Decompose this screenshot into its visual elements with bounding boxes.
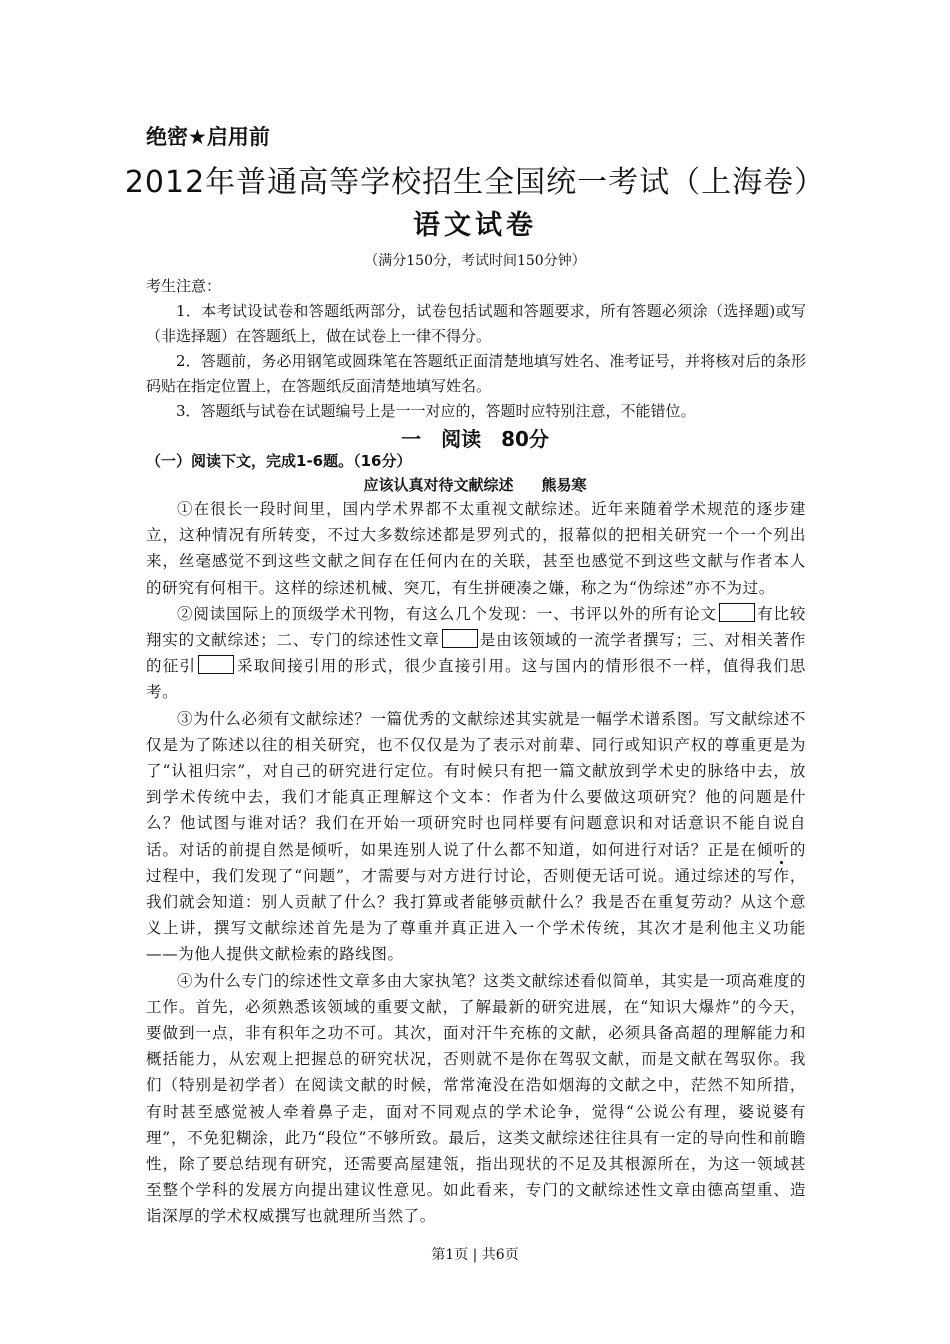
paragraph-3 (146, 706, 806, 968)
score-time-note: （满分150分，考试时间150分钟） (364, 253, 586, 269)
article-title (0, 474, 950, 495)
answer-blank-2 (442, 629, 478, 648)
article-body (146, 496, 806, 1230)
paragraph-3-part: ③为什么必须有文献综述？一篇优秀的文献综述其实就是一幅学术谱系图。写文献综述不仅是为了陈述以往的相关研究，也不仅仅是为了表示对前辈、同行或知识产权的尊重更是为了“认祖归宗”，对自己的研究进行定位。有时候只有把一篇文献放到学术史的脉络中去，放到学术传统中去，我们才能真正理解这个文本：作者为什么要做这项研究？他的问题是什么？他试图与谁对话？我们在开始一项研究时也同样要有问题意识和对话意识不能自说自话。对话的前提自然是倾听，如果连别人说了什么都不知道，如何进行对话？正是在倾 (146, 709, 806, 859)
answer-blank-1 (719, 603, 755, 622)
article-title-text: 应该认真对待文献综述 (363, 476, 514, 494)
paragraph-3-part: 的过程中，我们发现了“问题”，才需要与对方进行讨论，否则便无话可说。通过综述的写作，我们就会知道：别人贡献了什么？我打算或者能够贡献什么？我是否在重复劳动？从这个意义上讲，撰写文献综述首先是为了尊重并真正进入一个学术传统，其次才是利他主义功能——为他人提供文献检索的路线图。 (146, 840, 806, 964)
paragraph-2-part: 是由该领域的一流学者撰写；三、对相关著作的征引 (146, 631, 806, 676)
secret-mark: 绝密★启用前 (146, 125, 270, 149)
paragraph-4: ④为什么专门的综述性文章多由大家执笔？这类文献综述看似简单，其实是一项高难度的工作。首先，必须熟悉该领域的重要文献，了解最新的研究进展，在“知识大爆炸”的今天，要做到一点，非有积年之功不可。其次，面对汗牛充栋的文献，必须具备高超的理解能力和概括能力，从宏观上把握总的研究状况，否则就不是你在驾驭文献，而是文献在驾驭你。我们（特别是初学者）在阅读文献的时候，常常淹没在浩如烟海的文献之中，茫然不知所措，有时甚至感觉被人牵着鼻子走，面对不同观点的学术论争，觉得“公说公有理，婆说婆有理”，不免犯糊涂，此乃“段位”不够所致。最后，这类文献综述往往具有一定的导向性和前瞻性，除了要总结现有研究，还需要高屋建瓴，指出现状的不足及其根源所在，为这一领域甚至整个学科的发展方向提出建议性意见。如此看来，专门的文献综述性文章由德高望重、造诣深厚的学术权威撰写也就理所当然了。 (146, 971, 806, 1226)
exam-subtitle: 语文试卷 (413, 210, 537, 241)
exam-title: 2012年普通高等学校招生全国统一考试（上海卷） (124, 165, 826, 200)
paragraph-1: ①在很长一段时间里，国内学术界都不太重视文献综述。近年来随着学术规范的逐步建立，这种情况有所转变，不过大多数综述都是罗列式的，报幕似的把相关研究一个一个列出来，丝毫感觉不到这些文献之间存在任何内在的关联，甚至也感觉不到这些文献与作者本人的研究有何相干。这样的综述机械、突兀，有生拼硬凑之嫌，称之为“伪综述”亦不为过。 (146, 500, 806, 597)
section-title: 一 阅读 80分 (401, 427, 549, 451)
notice-item: 3．答题纸与试卷在试题编号上是一一对应的，答题时应特别注意，不能错位。 (176, 402, 696, 420)
notice-item: 2．答题前，务必用钢笔或圆珠笔在答题纸正面清楚地填写姓名、准考证号，并将核对后的条形码贴在指定位置上，在答题纸反面清楚地填写姓名。 (146, 352, 806, 395)
paragraph-2 (146, 601, 806, 706)
paragraph-2-part: 采取间接引用的形式，很少直接引用。这与国内的情形很不一样，值得我们思考。 (146, 657, 806, 702)
page-footer: 第1页 | 共6页 (431, 1247, 519, 1263)
notice-item: 1．本考试设试卷和答题纸两部分，试卷包括试题和答题要求，所有答题必须涂（选择题)或写（非选择题）在答题纸上，做在试卷上一律不得分。 (146, 302, 806, 345)
paragraph-2-part: ②阅读国际上的顶级学术刊物，有这么几个发现：一、书评以外的所有论文 (177, 604, 717, 623)
answer-blank-3 (198, 655, 234, 674)
emphasis-dotted-char: 听 (773, 840, 790, 859)
paragraph-2-part: 有比较翔实的文献综述；二、专门的综述性文章 (146, 604, 806, 650)
task-instruction: （一）阅读下文，完成1-6题。（16分） (146, 452, 412, 470)
article-author: 熊易寒 (541, 476, 587, 494)
notice-list (146, 299, 806, 424)
notice-heading: 考生注意： (146, 277, 222, 295)
